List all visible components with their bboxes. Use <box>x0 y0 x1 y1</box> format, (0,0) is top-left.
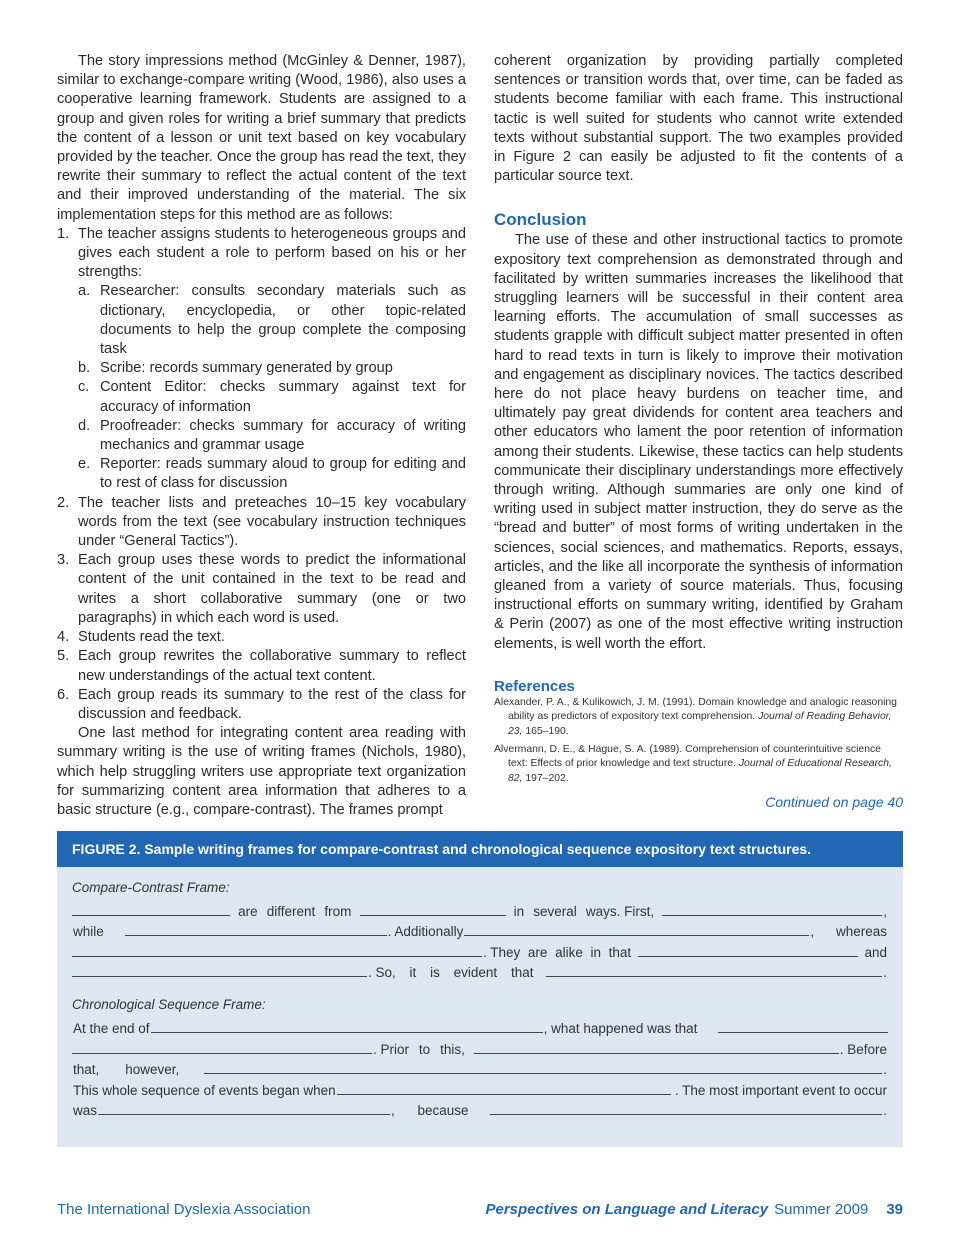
references-list <box>494 696 903 787</box>
list-item <box>78 282 466 359</box>
frame-line <box>72 1077 888 1098</box>
blank-line <box>662 902 882 916</box>
conclusion-heading: Conclusion <box>494 210 587 230</box>
frame-word: it <box>409 965 417 981</box>
frame-word: are <box>527 944 548 960</box>
references-heading: References <box>494 677 575 695</box>
frame-word: . The most important event to occur <box>674 1082 887 1098</box>
frame-word: are <box>238 903 258 919</box>
frame-word: , what happened was that <box>543 1020 698 1036</box>
right-column <box>494 52 903 813</box>
role-text: Reporter: reads summary aloud to group for editing and to rest of class for discussion <box>100 456 466 492</box>
frame-word: was <box>73 1103 98 1119</box>
list-item <box>78 417 466 455</box>
frame-word: however, <box>125 1062 180 1078</box>
step-number: 5. <box>57 648 70 665</box>
list-item <box>57 494 466 552</box>
frame-line <box>72 898 888 919</box>
blank-line <box>98 1101 390 1115</box>
frame-word: in <box>513 903 525 919</box>
blank-line <box>72 943 482 957</box>
step-text: The teacher assigns students to heterogeneous groups and gives each student a role to perform based on his or her strengths: <box>78 225 466 281</box>
blank-line <box>464 922 809 936</box>
frame-word: . Before <box>839 1041 887 1057</box>
list-item <box>57 628 466 647</box>
conclusion-paragraph: The use of these and other instructional tactics to promote expository text comprehension as demonstrated through and facilitated by written summaries increases the likelihood that struggling learners will be successful in their content area learning efforts. The accumulation of small successes as students grapple with difficult subject matter presented in often hard to read texts in turn is likely to improve their motivation and engagement as disciplinary novices. The tactics described here do not place heavy burdens on teacher time, and ultimately pay great dividends for content area teachers and other educators who lament the poor retention of information among their students. Likewise, these tactics can help students communicate their disciplinary understandings more effectively through writing. Although summaries are only one kind of writing used in subject matter instruction, they do serve as the “bread and butter” of most forms of writing undertaken in the sciences, social sciences, and mathematics. Reports, essays, articles, and the like all incorporate the synthesis of information gleaned from a variety of source materials. Thus, focusing instructional efforts on summary writing, identified by Graham & Perin (2007) as one of the most effective writing instruction elements, is well worth the effort. <box>494 232 903 652</box>
frame-word: At the end of <box>73 1020 150 1036</box>
frame-word: that <box>510 965 534 981</box>
frame-word: . Prior <box>373 1041 410 1057</box>
list-item <box>57 225 466 494</box>
frame-word: while <box>73 924 104 940</box>
blank-line <box>72 963 367 977</box>
blank-line <box>718 1019 888 1033</box>
frame-word: whereas <box>835 924 887 940</box>
reference-item <box>494 696 903 740</box>
reference-pages: 197–202. <box>525 772 569 784</box>
frame-word: . So, <box>368 965 396 981</box>
role-text: Proofreader: checks summary for accuracy of writing mechanics and grammar usage <box>100 417 466 454</box>
frame-word: this, <box>440 1041 465 1057</box>
role-letter: b. <box>78 360 91 377</box>
steps-list <box>57 225 466 724</box>
reference-journal: Journal of Reading Behavior, 23, <box>508 711 892 738</box>
blank-line <box>337 1081 671 1095</box>
frame-word: ways. First, <box>585 903 655 919</box>
step-text: Each group rewrites the collaborative summary to reflect new understandings of the actual text content. <box>78 648 466 684</box>
blank-line <box>490 1101 882 1115</box>
closing-paragraph: One last method for integrating content area reading with summary writing is the use of writing frames (Nichols, 1980), which help struggling writers use appropriate text organization for summarizing content area information that adheres to a basic structure (e.g., compare-contrast). The frames prompt <box>57 725 466 818</box>
page-number: 39 <box>886 1201 903 1218</box>
footer-organization: The International Dyslexia Association <box>57 1201 311 1218</box>
frame-line <box>72 1057 888 1078</box>
footer-journal-info <box>485 1200 903 1220</box>
step-text: Students read the text. <box>78 629 225 646</box>
frame-line <box>72 919 888 940</box>
reference-item <box>494 743 903 787</box>
left-column <box>57 52 466 820</box>
reference-authors: Alexander, P. A., & Kulikowich, J. M. (1991). Domain knowledge and analogic reasoning ability as predictors of expository text comprehension. <box>494 696 897 723</box>
reference-journal: Journal of Educational Research, 82, <box>508 758 892 784</box>
list-item <box>78 378 466 416</box>
frame-word: different <box>266 903 316 919</box>
frame-word: . <box>883 1062 887 1078</box>
step-text: The teacher lists and preteaches 10–15 key vocabulary words from the text (see vocabulary instruction techniques under “General Tactics”). <box>78 494 466 550</box>
list-item <box>57 686 466 724</box>
intro-paragraph: The story impressions method (McGinley & Denner, 1987), similar to exchange-compare writing (Wood, 1986), also uses a cooperative learning framework. Students are assigned to a group and given roles for writing a brief summary that predicts the content of a lesson or unit text based on key vocabulary provided by the teacher. Once the group has read the text, they rewrite their summary to reflect the actual content of the text and their improved understanding of the material. The six implementation steps for this method are as follows: <box>57 53 466 223</box>
role-letter: e. <box>78 456 91 473</box>
step-number: 4. <box>57 629 70 646</box>
frame-word: in <box>590 944 601 960</box>
frame-word: to <box>418 1041 431 1057</box>
step-number: 6. <box>57 686 70 703</box>
frame-word: evident <box>453 965 498 981</box>
frame-line <box>72 1036 888 1057</box>
frame-word: . <box>883 965 888 981</box>
step-number: 1. <box>57 225 70 242</box>
blank-line <box>72 1040 372 1054</box>
role-letter: d. <box>78 417 91 434</box>
frame-word: . Additionally <box>387 924 464 940</box>
footer-issue: Summer 2009 <box>774 1201 869 1218</box>
frame-word: This whole sequence of events began when <box>73 1082 336 1098</box>
frame-line <box>72 960 888 981</box>
compare-frame-title: Compare-Contrast Frame: <box>72 880 230 895</box>
role-letter: c. <box>78 379 90 396</box>
role-text: Researcher: consults secondary materials such as dictionary, encyclopedia, or other topic-related documents to help the group complete the composing task <box>100 283 466 358</box>
frame-word: , <box>883 903 888 919</box>
roles-list <box>78 282 466 493</box>
figure-body <box>57 867 903 1118</box>
list-item <box>57 551 466 628</box>
list-item <box>78 359 466 378</box>
chrono-frame-title: Chronological Sequence Frame: <box>72 997 266 1013</box>
list-item <box>78 455 466 493</box>
step-text: Each group reads its summary to the rest of the class for discussion and feedback. <box>78 686 466 722</box>
step-number: 3. <box>57 552 70 569</box>
frame-word: that, <box>73 1062 100 1078</box>
frame-word: is <box>430 965 440 981</box>
step-number: 2. <box>57 494 70 511</box>
blank-line <box>125 922 387 936</box>
frame-word: because <box>417 1103 469 1119</box>
blank-line <box>638 943 858 957</box>
footer-journal: Perspectives on Language and Literacy <box>485 1201 769 1218</box>
figure-title: FIGURE 2. Sample writing frames for compare-contrast and chronological sequence expository text structures. <box>57 831 903 867</box>
frame-word: that <box>608 944 632 960</box>
continuation-paragraph: coherent organization by providing partially completed sentences or transition words that, over time, can be faded as students become familiar with each frame. This instructional tactic is well suited for students who cannot write extended texts without substantial support. The two examples provided in Figure 2 can easily be adjusted to fit the contents of a particular source text. <box>494 53 903 185</box>
list-item <box>57 647 466 685</box>
continued-link[interactable]: Continued on page 40 <box>765 794 903 811</box>
reference-pages: 165–190. <box>525 726 569 738</box>
role-letter: a. <box>78 283 91 300</box>
blank-line <box>360 902 506 916</box>
blank-line <box>204 1060 882 1074</box>
frame-word: from <box>324 903 352 919</box>
role-text: Content Editor: checks summary against text for accuracy of information <box>100 379 466 415</box>
blank-line <box>72 902 230 916</box>
frame-word: alike <box>555 944 583 960</box>
frame-line <box>72 939 888 960</box>
frame-word: and <box>864 944 887 960</box>
reference-authors: Alvermann, D. E., & Hague, S. A. (1989). Comprehension of counterintuitive science text: Effects of prior knowledge and text structure. <box>494 743 881 770</box>
frame-word: several <box>533 903 577 919</box>
role-text: Scribe: records summary generated by group <box>100 360 393 377</box>
blank-line <box>546 963 882 977</box>
figure-2 <box>57 831 903 1147</box>
frame-word: . They <box>483 944 521 960</box>
blank-line <box>151 1019 543 1033</box>
frame-word: , <box>810 924 815 940</box>
frame-line <box>72 1015 888 1036</box>
frame-word: . <box>883 1103 887 1119</box>
step-text: Each group uses these words to predict the informational content of the unit contained in the text to be read and writes a short collaborative summary (one or two paragraphs) in which each word is used. <box>78 552 466 626</box>
frame-line <box>72 1098 888 1119</box>
blank-line <box>474 1040 839 1054</box>
frame-word: , <box>391 1103 395 1119</box>
